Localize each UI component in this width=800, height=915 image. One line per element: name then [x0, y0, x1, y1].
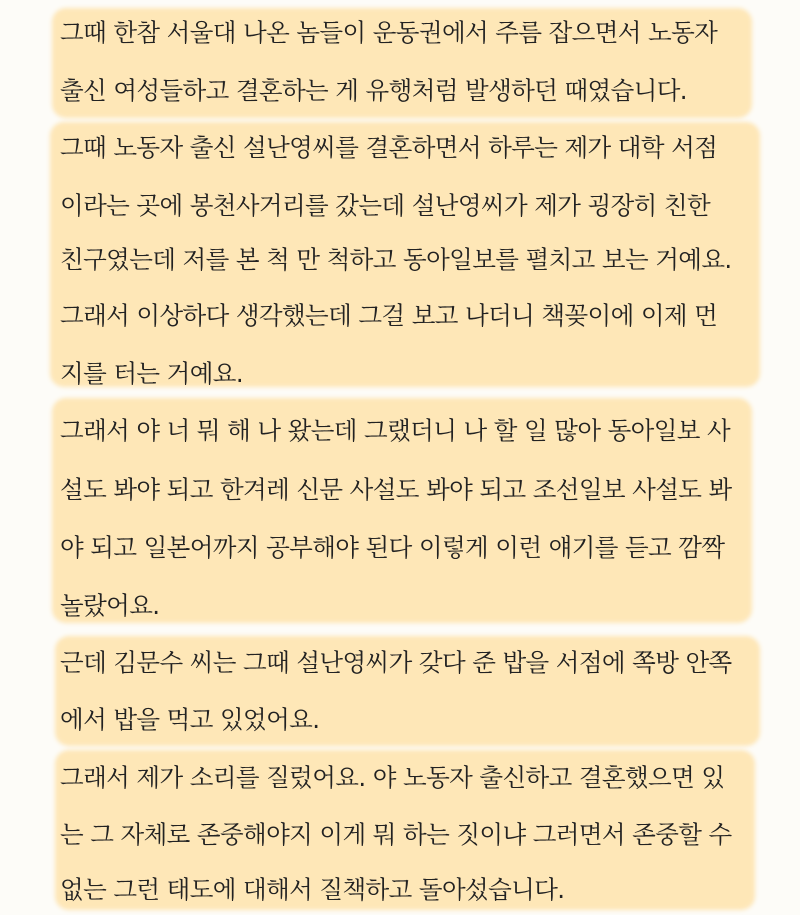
- text-line: 그때 한참 서울대 나온 놈들이 운동권에서 주름 잡으면서 노동자: [60, 18, 718, 47]
- text-line: 그래서 야 너 뭐 해 나 왔는데 그랬더니 나 할 일 많아 동아일보 사: [60, 416, 731, 445]
- text-line: 놀랐어요.: [60, 591, 160, 620]
- text-line: 친구였는데 저를 본 척 만 척하고 동아일보를 펼치고 보는 거예요.: [60, 245, 732, 274]
- text-line: 는 그 자체로 존중해야지 이게 뭐 하는 짓이냐 그러면서 존중할 수: [60, 820, 732, 849]
- text-line: 설도 봐야 되고 한겨레 신문 사설도 봐야 되고 조선일보 사설도 봐: [60, 475, 732, 504]
- text-line: 그때 노동자 출신 설난영씨를 결혼하면서 하루는 제가 대학 서점: [60, 133, 718, 162]
- text-line: 그래서 제가 소리를 질렀어요. 야 노동자 출신하고 결혼했으면 있: [60, 763, 725, 792]
- text-line: 출신 여성들하고 결혼하는 게 유행처럼 발생하던 때였습니다.: [60, 76, 687, 105]
- text-line: 이라는 곳에 봉천사거리를 갔는데 설난영씨가 제가 굉장히 친한: [60, 191, 711, 220]
- text-line: 지를 터는 거예요.: [60, 359, 244, 388]
- text-line: 근데 김문수 씨는 그때 설난영씨가 갖다 준 밥을 서점에 쪽방 안쪽: [60, 648, 732, 677]
- text-line: 그래서 이상하다 생각했는데 그걸 보고 나더니 책꽂이에 이제 먼: [60, 301, 718, 330]
- text-line: 없는 그런 태도에 대해서 질책하고 돌아섰습니다.: [60, 875, 565, 904]
- text-line: 야 되고 일본어까지 공부해야 된다 이렇게 이런 얘기를 듣고 깜짝: [60, 533, 725, 562]
- text-line: 에서 밥을 먹고 있었어요.: [60, 705, 320, 734]
